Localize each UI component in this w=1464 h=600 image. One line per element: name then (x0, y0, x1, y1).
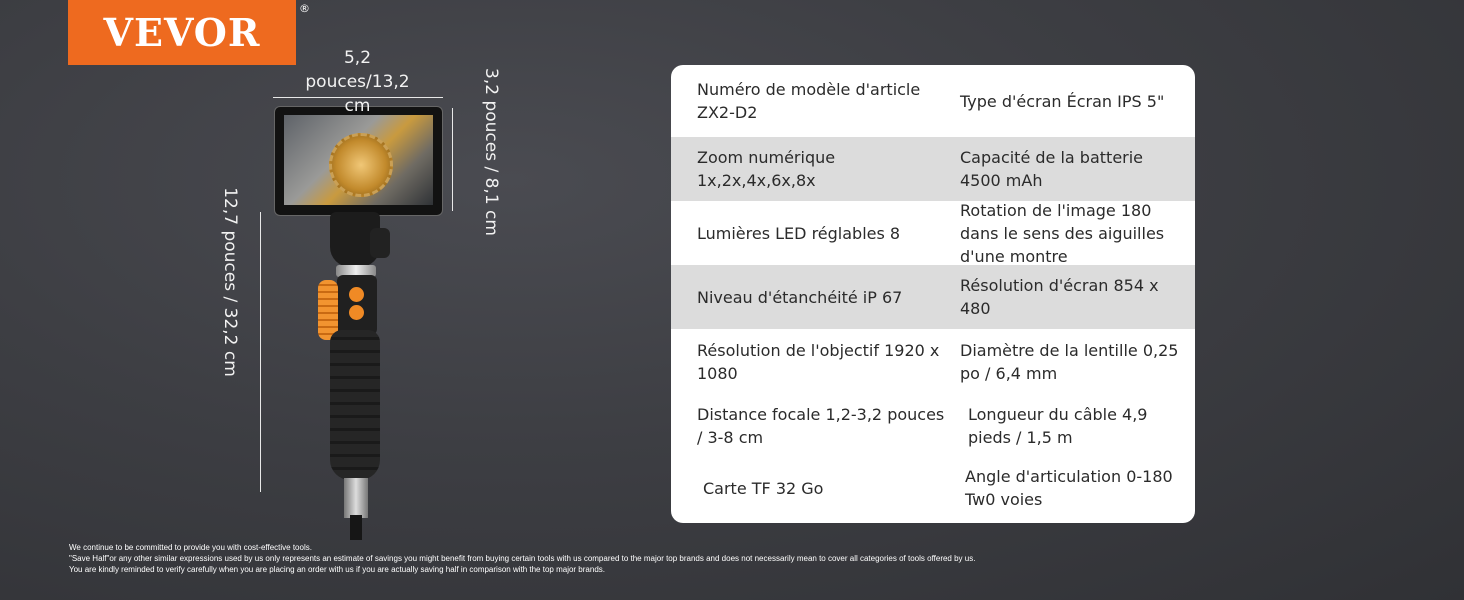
spec-cell-left: Résolution de l'objectif 1920 x 1080 (697, 341, 940, 383)
spec-cell-right: Angle d'articulation 0-180 Tw0 voies (965, 467, 1173, 509)
spec-cell-left: Niveau d'étanchéité iP 67 (697, 287, 903, 307)
spec-row (671, 265, 1195, 329)
spec-cell-right: Type d'écran Écran IPS 5" (960, 91, 1165, 111)
disclaimer-line: We continue to be committed to provide you with cost-effective tools. (69, 543, 312, 552)
spec-row (671, 65, 1195, 137)
spec-cell-left: Distance focale 1,2-3,2 pouces / 3-8 cm (697, 405, 945, 447)
spec-cell-left: Lumières LED réglables 8 (697, 223, 901, 243)
device-knob (370, 228, 390, 258)
disclaimer-line: You are kindly reminded to verify carefully when you are placing an order with us if you are actually saving half in comparison with the top major brands. (69, 565, 605, 574)
spec-cell-left: Carte TF 32 Go (703, 478, 824, 498)
registered-mark: ® (299, 2, 310, 15)
screen-height-label: 3,2 pouces / 8,1 cm (481, 68, 501, 236)
spec-row (671, 201, 1195, 265)
probe-tip (344, 478, 368, 518)
disclaimer-line: "Save Half"or any other similar expressions used by us only represents an estimate of savings you might benefit from buying certain tools with us compared to the major top brands and does not necessarily mean to cover all categories of tools offered by us. (69, 554, 976, 563)
probe-cable (350, 515, 362, 540)
spec-row (671, 137, 1195, 201)
device-handle (330, 330, 380, 480)
screen-image (284, 115, 433, 205)
orange-button-icon (349, 305, 364, 320)
spec-cell-right: Rotation de l'image 180 dans le sens des aiguilles d'une montre (960, 200, 1165, 266)
spec-cell-right: Résolution d'écran 854 x 480 (960, 276, 1159, 318)
spec-cell-left: Zoom numérique 1x,2x,4x,6x,8x (697, 148, 836, 190)
spec-row (671, 395, 1195, 457)
spec-table (671, 65, 1195, 523)
screen-height-label-wrap (436, 68, 546, 236)
gear-icon (329, 133, 393, 197)
device-screen (274, 106, 443, 216)
spec-cell-right: Longueur du câble 4,9 pieds / 1,5 m (968, 405, 1148, 447)
total-height-label-wrap (150, 187, 320, 377)
spec-row (671, 329, 1195, 395)
spec-cell-right: Capacité de la batterie 4500 mAh (960, 148, 1144, 190)
disclaimer (69, 542, 1169, 575)
total-height-label: 12,7 pouces / 32,2 cm (220, 187, 240, 377)
orange-button-icon (349, 287, 364, 302)
spec-cell-left: Numéro de modèle d'article ZX2-D2 (697, 80, 921, 122)
logo-text: VEVOR (103, 10, 261, 55)
spec-cell-right: Diamètre de la lentille 0,25 po / 6,4 mm (960, 341, 1179, 383)
spec-row (671, 457, 1195, 519)
width-label: 5,2 pouces/13,2 cm (305, 48, 410, 116)
